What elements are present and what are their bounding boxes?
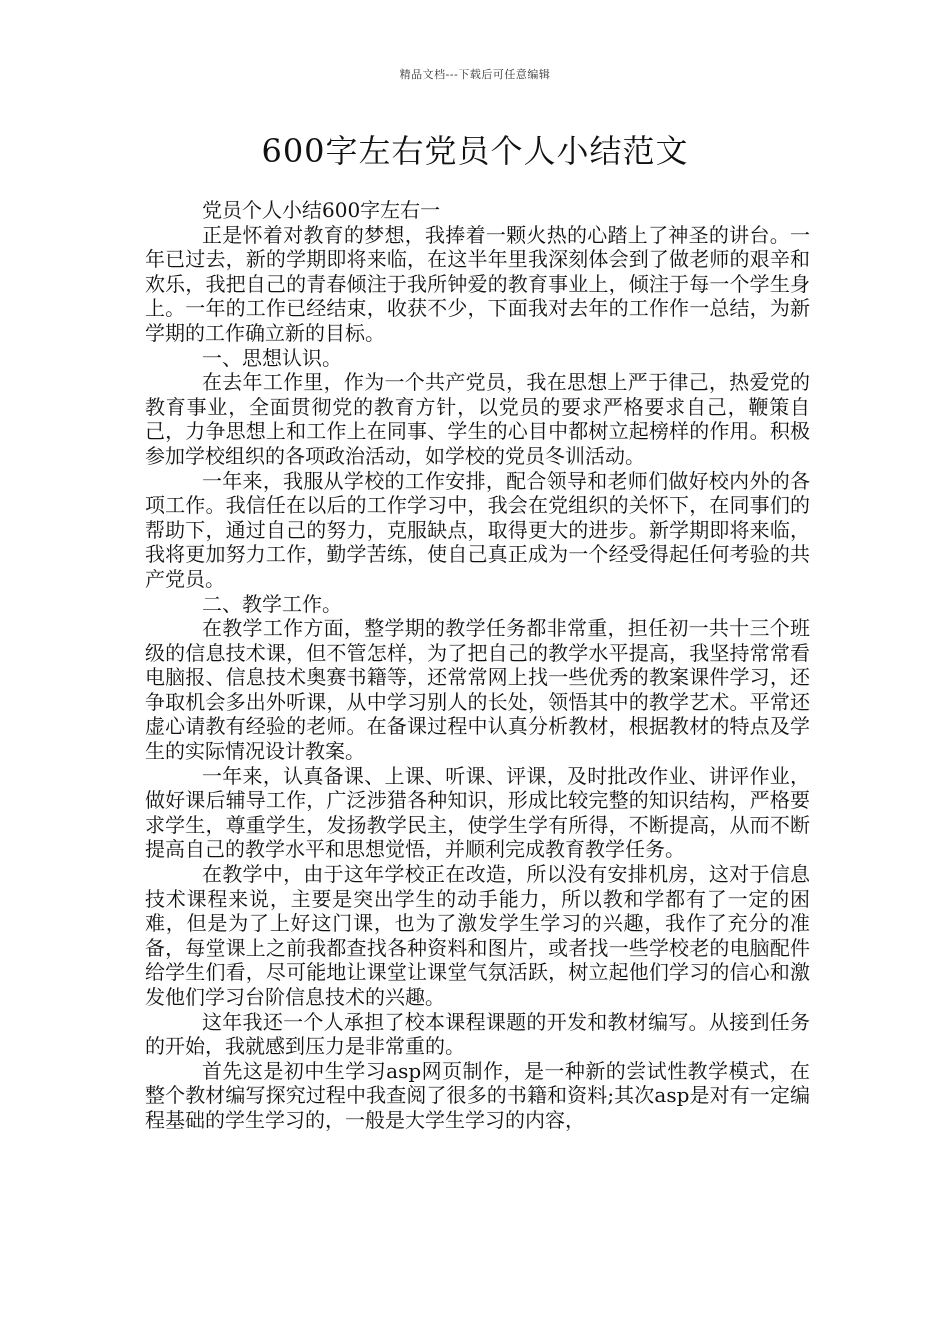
body-paragraph: 首先这是初中生学习asp网页制作，是一种新的尝试性教学模式，在整个教材编写探究过程中我查阅了很多的书籍和资料;其次asp是对有一定编程基础的学生学习的，一般是大学生学习的内容， xyxy=(145,1058,810,1132)
body-paragraph: 在教学中，由于这年学校正在改造，所以没有安排机房，这对于信息技术课程来说，主要是突出学生的动手能力，所以教和学都有了一定的困难，但是为了上好这门课，也为了激发学生学习的兴趣，我作了充分的准备，每堂课上之前我都查找各种资料和图片，或者找一些学校老的电脑配件给学生们看，尽可能地让课堂让课堂气氛活跃，树立起他们学习的信心和激发他们学习台阶信息技术的兴趣。 xyxy=(145,862,810,1009)
section-heading: 二、教学工作。 xyxy=(202,591,342,616)
body-paragraph: 一年来，我服从学校的工作安排，配合领导和老师们做好校内外的各项工作。我信任在以后的工作学习中，我会在党组织的关怀下，在同事们的帮助下，通过自己的努力，克服缺点，取得更大的进步。新学期即将来临，我将更加努力工作，勤学苦练，使自己真正成为一个经受得起任何考验的共产党员。 xyxy=(145,468,810,591)
subtitle-paragraph: 党员个人小结600字左右一 xyxy=(202,198,441,222)
document-title: 600字左右党员个人小结范文 xyxy=(261,132,689,170)
body-paragraph: 这年我还一个人承担了校本课程课题的开发和教材编写。从接到任务的开始，我就感到压力是非常重的。 xyxy=(145,1009,810,1059)
body-paragraph: 在教学工作方面，整学期的教学任务都非常重，担任初一共十三个班级的信息技术课，但不管怎样，为了把自己的教学水平提高，我坚持常常看电脑报、信息技术奥赛书籍等，还常常网上找一些优秀的教案课件学习，还争取机会多出外听课，从中学习别人的长处，领悟其中的教学艺术。平常还虚心请教有经验的老师。在备课过程中认真分析教材，根据教材的特点及学生的实际情况设计教案。 xyxy=(145,616,810,764)
body-paragraph: 在去年工作里，作为一个共产党员，我在思想上严于律己，热爱党的教育事业，全面贯彻党的教育方针，以党员的要求严格要求自己，鞭策自己，力争思想上和工作上在同事、学生的心目中都树立起榜样的作用。积极参加学校组织的各项政治活动，如学校的党员冬训活动。 xyxy=(145,370,810,468)
body-paragraph: 正是怀着对教育的梦想，我捧着一颗火热的心踏上了神圣的讲台。一年已过去，新的学期即将来临，在这半年里我深刻体会到了做老师的艰辛和欢乐，我把自己的青春倾注于我所钟爱的教育事业上，倾注于每一个学生身上。一年的工作已经结束，收获不少，下面我对去年的工作作一总结，为新学期的工作确立新的目标。 xyxy=(145,222,810,345)
document-body xyxy=(145,198,810,1133)
body-paragraph: 一年来，认真备课、上课、听课、评课，及时批改作业、讲评作业，做好课后辅导工作，广泛涉猎各种知识，形成比较完整的知识结构，严格要求学生，尊重学生，发扬教学民主，使学生学有所得，不断提高，从而不断提高自己的教学水平和思想觉悟，并顺利完成教育教学任务。 xyxy=(145,763,810,862)
header-note: 精品文档---下载后可任意编辑 xyxy=(399,68,551,81)
section-heading: 一、思想认识。 xyxy=(202,345,342,370)
